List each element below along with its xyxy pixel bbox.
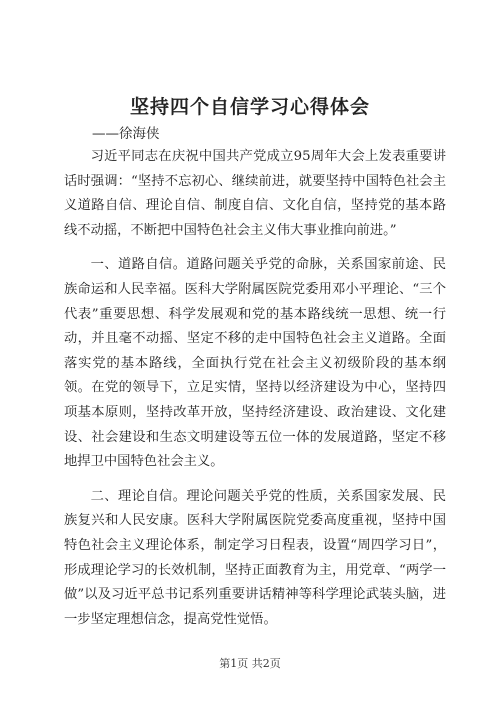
page-footer: 第1页 共2页 [219, 657, 281, 670]
paragraph-intro: 习近平同志在庆祝中国共产党成立95周年大会上发表重要讲话时强调：“坚持不忘初心、继续前进，就要坚持中国特色社会主义道路自信、理论自信、制度自信、文化自信，坚持党的基本路线不动摇，不断把中国特色社会主义伟大事业推向前进。” [64, 149, 446, 238]
document-title: 坚持四个自信学习心得体会 [129, 96, 370, 118]
document-body [64, 145, 446, 632]
paragraph-road-confidence: 一、道路自信。道路问题关乎党的命脉，关系国家前途、民族命运和人民幸福。医科大学附属医院党委用邓小平理论、“三个代表”重要思想、科学发展观和党的基本路线统一思想、统一行动，并且毫不动摇、坚定不移的走中国特色社会主义道路。全面落实党的基本路线，全面执行党在社会主义初级阶段的基本纲领。在党的领导下，立足实情，坚持以经济建设为中心，坚持四项基本原则，坚持改革开放，坚持经济建设、政治建设、文化建设、社会建设和生态文明建设等五位一体的发展道路，坚定不移地捍卫中国特色社会主义。 [64, 257, 446, 470]
author-line: ——徐海侠 [92, 126, 160, 142]
paragraph-theory-confidence: 二、理论自信。理论问题关乎党的性质，关系国家发展、民族复兴和人民安康。医科大学附属医院党委高度重视，坚持中国特色社会主义理论体系，制定学习日程表，设置“周四学习日”，形成理论学习的长效机制，坚持正面教育为主，用党章、“两学一做”以及习近平总书记系列重要讲话精神等科学理论武装头脑，进一步坚定理想信念，提高党性觉悟。 [64, 488, 446, 627]
